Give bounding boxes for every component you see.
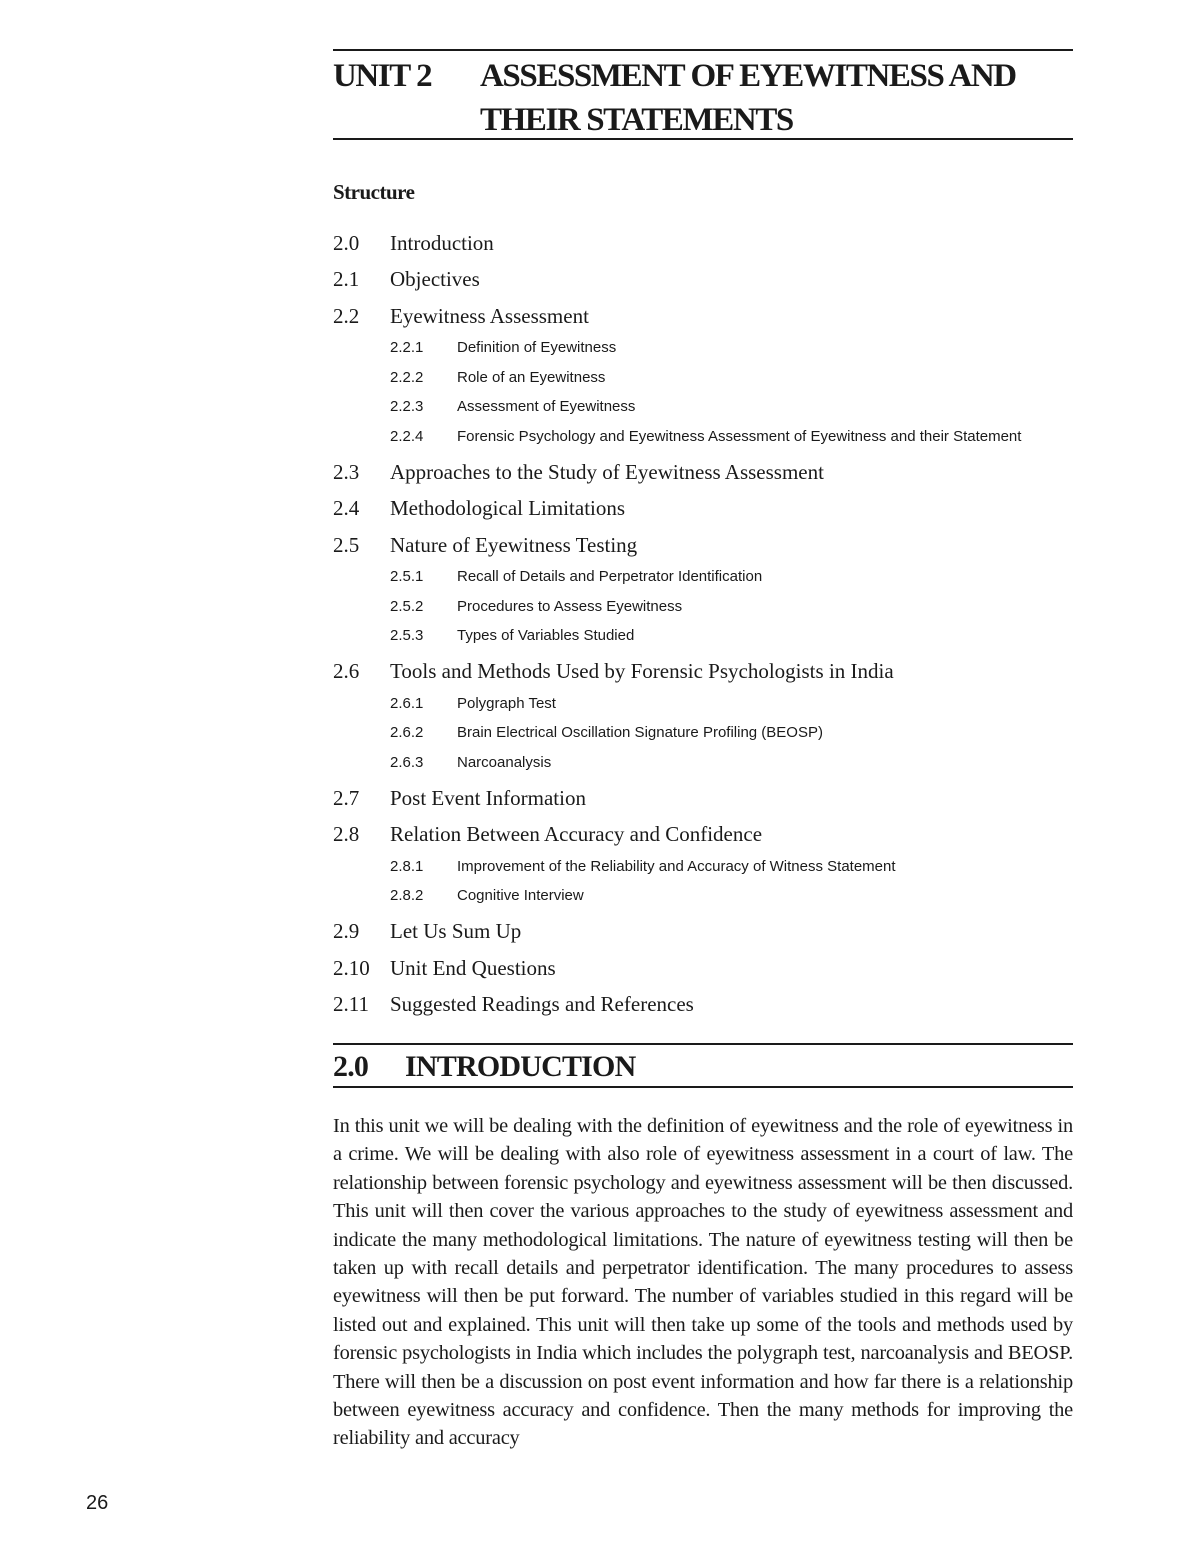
toc-subitem [333,337,1073,359]
toc-item [333,917,1073,945]
title-top-rule [333,49,1073,51]
toc-subitem-number: 2.5.1 [390,568,424,585]
toc-subitem [333,693,1073,715]
toc-item-number: 2.2 [333,303,360,328]
toc-item-number: 2.10 [333,955,370,980]
toc-item-title: Relation Between Accuracy and Confidence [390,822,763,846]
toc-subitem-number: 2.6.1 [390,694,424,712]
toc-item-number: 2.5 [333,532,360,557]
toc-item [333,458,1073,486]
section-top-rule [333,1043,1073,1045]
toc-item-number: 2.3 [333,459,360,484]
toc-subitem [333,722,1073,744]
toc-item-title: Unit End Questions [390,955,556,980]
toc-subitem-title: Types of Variables Studied [457,627,635,644]
toc-item-number: 2.0 [333,230,360,255]
unit-title-line1: ASSESSMENT OF EYEWITNESS AND [480,58,1016,94]
page-number: 26 [86,1492,109,1514]
toc-item-number: 2.9 [333,919,360,943]
toc-subitem-number: 2.2.1 [390,339,424,356]
toc-subitem-number: 2.2.3 [390,398,424,415]
toc-subitem [333,566,1073,588]
toc-item [333,820,1073,848]
toc-subitem [333,885,1073,907]
toc-item [333,229,1073,257]
toc-subitem [333,625,1073,647]
toc-subitem [333,367,1073,389]
section-title: INTRODUCTION [405,1050,636,1083]
toc-item-number: 2.1 [333,267,360,291]
toc-item-number: 2.6 [333,659,360,683]
toc-subitem-title: Forensic Psychology and Eyewitness Assessment of Eyewitness and their Statement [457,427,1022,445]
toc-subitem-number: 2.8.2 [390,887,424,904]
toc-item-number: 2.7 [333,785,360,810]
unit-title [333,54,1093,142]
section-number: 2.0 [333,1050,369,1083]
toc-subitem [333,426,1073,448]
section-bottom-rule [333,1086,1073,1088]
toc-subitem [333,396,1073,418]
toc-item [333,784,1073,812]
toc-subitem-number: 2.2.2 [390,368,424,386]
toc-item-title: Tools and Methods Used by Forensic Psychologists in India [390,659,894,683]
toc-subitem-title: Recall of Details and Perpetrator Identification [457,568,763,585]
toc-subitem [333,752,1073,774]
toc-item [333,657,1073,685]
toc-subitem [333,596,1073,618]
toc-subitem [333,856,1073,878]
toc-item [333,302,1073,330]
toc-item-title: Post Event Information [390,785,586,810]
structure-heading: Structure [333,180,415,204]
toc-item-title: Let Us Sum Up [390,919,522,943]
unit-title-line2: THEIR STATEMENTS [480,102,793,138]
toc-subitem-number: 2.5.2 [390,597,424,615]
toc-item-number: 2.8 [333,822,360,846]
toc-subitem-number: 2.8.1 [390,857,424,875]
toc-subitem-title: Definition of Eyewitness [457,339,617,356]
toc-item-title: Introduction [390,230,494,255]
toc-subitem-number: 2.6.2 [390,724,424,741]
toc-item [333,531,1073,559]
toc-subitem-title: Narcoanalysis [457,753,552,771]
toc-subitem-title: Assessment of Eyewitness [457,398,636,415]
toc-subitem-title: Procedures to Assess Eyewitness [457,597,683,615]
toc-item-title: Approaches to the Study of Eyewitness Assessment [390,459,824,484]
toc-subitem-title: Role of an Eyewitness [457,368,606,386]
toc-item-title: Suggested Readings and References [390,992,694,1016]
toc-item-title: Objectives [390,267,480,291]
toc-item-title: Nature of Eyewitness Testing [390,532,638,557]
toc-subitem-title: Polygraph Test [457,694,556,712]
toc-item [333,265,1073,293]
toc-item [333,954,1073,982]
introduction-paragraph: In this unit we will be dealing with the definition of eyewitness and the role of eyewitness in a crime. We will be dealing with also role of eyewitness assessment in a court of law. The relationship between forensic psychology and eyewitness assessment will be then discussed. This unit will then cover the various approaches to the study of eyewitness assessment and indicate the many methodological limitations. The nature of eyewitness testing will then be taken up with recall details and perpetrator identification. The many procedures to assess eyewitness will then be put forward. The number of variables studied in this regard will be listed out and explained. This unit will then take up some of the tools and methods used by forensic psychologists in India which includes the polygraph test, narcoanalysis and BEOSP. There will then be a discussion on post event information and how far there is a relationship between eyewitness accuracy and confidence. Then the many methods for improving the reliability and accuracy [333,1115,1073,1450]
table-of-contents [333,220,1073,1018]
toc-item-number: 2.4 [333,496,360,520]
toc-subitem-number: 2.2.4 [390,427,424,445]
toc-item-title: Methodological Limitations [390,496,626,520]
toc-subitem-title: Cognitive Interview [457,887,584,904]
toc-item-number: 2.11 [333,992,369,1016]
title-bottom-rule [333,138,1073,140]
toc-item [333,990,1073,1018]
section-heading [333,1050,635,1084]
toc-item [333,494,1073,522]
unit-label: UNIT 2 [333,58,432,94]
toc-item-title: Eyewitness Assessment [390,303,589,328]
toc-subitem-title: Brain Electrical Oscillation Signature Profiling (BEOSP) [457,724,823,741]
toc-subitem-title: Improvement of the Reliability and Accuracy of Witness Statement [457,857,896,875]
toc-subitem-number: 2.5.3 [390,627,424,644]
toc-subitem-number: 2.6.3 [390,753,424,771]
